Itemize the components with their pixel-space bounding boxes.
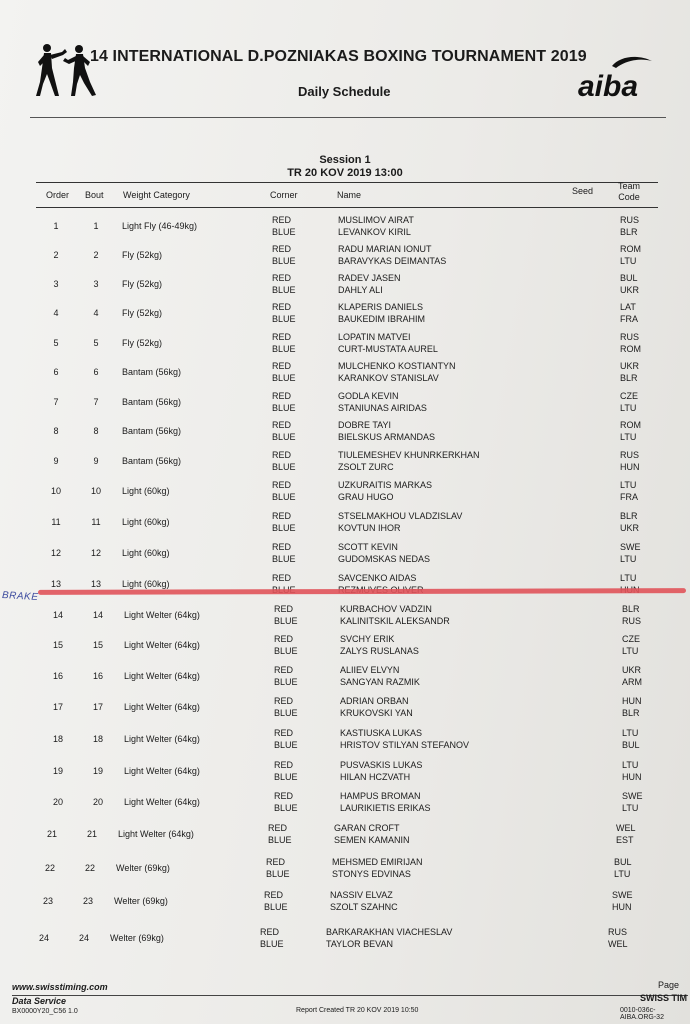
- corner-blue: BLUE: [272, 373, 296, 383]
- boxer-red-name: RADEV JASEN: [338, 273, 401, 283]
- tournament-title: 14 INTERNATIONAL D.POZNIAKAS BOXING TOURNAMENT 2019: [90, 48, 587, 65]
- corner-red: RED: [274, 728, 294, 738]
- col-header-team-line2: Code: [618, 192, 640, 202]
- bout-order: 17: [52, 702, 63, 712]
- team-code-blue: BLR: [620, 373, 638, 383]
- weight-category: Fly (52kg): [122, 308, 163, 318]
- team-code-red: RUS: [620, 215, 640, 225]
- corner-red: RED: [274, 665, 294, 675]
- bout-number: 13: [90, 579, 101, 589]
- corner-blue: BLUE: [274, 646, 298, 656]
- corner-red: RED: [272, 361, 292, 371]
- boxer-blue-name: KRUKOVSKI YAN: [340, 708, 413, 718]
- table-row: [0, 759, 690, 785]
- weight-category: Bantam (56kg): [122, 367, 182, 377]
- footer-company: SWISS TIM: [640, 993, 687, 1003]
- weight-category: Light (60kg): [122, 579, 170, 589]
- team-code-red: SWE: [612, 890, 633, 900]
- boxer-red-name: MULCHENKO KOSTIANTYN: [338, 361, 456, 371]
- corner-red: RED: [272, 215, 292, 225]
- team-code-red: ROM: [620, 244, 641, 254]
- weight-category: Light Welter (64kg): [124, 640, 200, 650]
- bout-order: 4: [53, 308, 59, 318]
- team-code-red: LTU: [620, 573, 637, 583]
- corner-red: RED: [274, 604, 294, 614]
- table-row: [0, 272, 690, 298]
- boxer-red-name: SVCHY ERIK: [340, 634, 395, 644]
- bout-number: 19: [92, 766, 103, 776]
- team-code-blue: HUN: [612, 902, 632, 912]
- footer-divider: [12, 995, 688, 996]
- bout-number: 21: [86, 829, 97, 839]
- corner-red: RED: [268, 823, 288, 833]
- boxer-blue-name: LEVANKOV KIRIL: [338, 227, 411, 237]
- table-row: [0, 856, 690, 882]
- bout-number: 11: [91, 517, 101, 527]
- col-header-corner: Corner: [270, 190, 298, 200]
- weight-category: Welter (69kg): [110, 933, 164, 943]
- col-header-order: Order: [46, 190, 70, 200]
- weight-category: Fly (52kg): [122, 279, 163, 289]
- page-subtitle: Daily Schedule: [298, 84, 391, 99]
- bout-number: 8: [93, 426, 99, 436]
- boxer-blue-name: STANIUNAS AIRIDAS: [338, 403, 427, 413]
- boxer-blue-name: KOVTUN IHOR: [338, 523, 401, 533]
- team-code-red: BLR: [620, 511, 638, 521]
- corner-blue: BLUE: [272, 256, 296, 266]
- weight-category: Welter (69kg): [116, 863, 170, 873]
- table-row: [0, 331, 690, 357]
- bout-number: 15: [92, 640, 103, 650]
- boxer-red-name: SAVCENKO AIDAS: [338, 573, 417, 583]
- corner-red: RED: [272, 573, 292, 583]
- corner-red: RED: [272, 273, 292, 283]
- table-row: [0, 419, 690, 445]
- team-code-blue: EST: [616, 835, 634, 845]
- corner-blue: BLUE: [272, 285, 296, 295]
- bout-order: 9: [53, 456, 59, 466]
- bout-order: 21: [46, 829, 57, 839]
- boxer-red-name: DOBRE TAYI: [338, 420, 392, 430]
- corner-blue: BLUE: [268, 835, 292, 845]
- boxer-red-name: KASTIUSKA LUKAS: [340, 728, 423, 738]
- corner-blue: BLUE: [264, 902, 288, 912]
- table-row: [0, 449, 690, 475]
- table-row: [0, 664, 690, 690]
- team-code-red: SWE: [620, 542, 641, 552]
- boxer-blue-name: STONYS EDVINAS: [332, 869, 411, 879]
- team-code-blue: ROM: [620, 344, 641, 354]
- footer-doc-code: BX0000Y20_C56 1.0: [12, 1008, 78, 1015]
- corner-blue: BLUE: [274, 708, 298, 718]
- boxer-blue-name: SZOLT SZAHNC: [330, 902, 398, 912]
- corner-red: RED: [272, 450, 292, 460]
- weight-category: Fly (52kg): [122, 250, 163, 260]
- table-row: [0, 243, 690, 269]
- aiba-logo: [572, 52, 662, 102]
- table-row: [0, 926, 690, 952]
- boxer-blue-name: BAUKEDIM IBRAHIM: [338, 314, 426, 324]
- table-row: [0, 790, 690, 816]
- bout-order: 11: [51, 517, 61, 527]
- bout-order: 19: [52, 766, 63, 776]
- team-code-blue: ARM: [622, 677, 642, 687]
- corner-blue: BLUE: [266, 869, 290, 879]
- team-code-blue: UKR: [620, 285, 640, 295]
- corner-blue: BLUE: [272, 492, 296, 502]
- boxer-red-name: RADU MARIAN IONUT: [338, 244, 432, 254]
- bout-number: 14: [92, 610, 103, 620]
- weight-category: Welter (69kg): [114, 896, 168, 906]
- weight-category: Light Welter (64kg): [124, 766, 200, 776]
- corner-blue: BLUE: [272, 314, 296, 324]
- corner-blue: BLUE: [272, 432, 296, 442]
- table-row: [0, 727, 690, 753]
- header-divider: [30, 117, 666, 118]
- table-row: [0, 889, 690, 915]
- corner-red: RED: [264, 890, 284, 900]
- corner-red: RED: [274, 791, 294, 801]
- bout-number: 16: [92, 671, 103, 681]
- bout-number: 3: [93, 279, 99, 289]
- corner-blue: BLUE: [274, 616, 298, 626]
- team-code-blue: FRA: [620, 314, 638, 324]
- team-code-blue: LTU: [620, 256, 637, 266]
- weight-category: Bantam (56kg): [122, 426, 182, 436]
- team-code-blue: LTU: [622, 646, 639, 656]
- corner-red: RED: [272, 302, 292, 312]
- bout-number: 23: [82, 896, 93, 906]
- table-row: [0, 390, 690, 416]
- corner-blue: BLUE: [260, 939, 284, 949]
- team-code-blue: HUN: [622, 772, 642, 782]
- team-code-blue: RUS: [622, 616, 642, 626]
- bout-order: 12: [50, 548, 61, 558]
- bout-number: 9: [93, 456, 99, 466]
- boxer-blue-name: HILAN HCZVATH: [340, 772, 411, 782]
- boxer-blue-name: LAURIKIETIS ERIKAS: [340, 803, 431, 813]
- corner-red: RED: [260, 927, 280, 937]
- table-row: [0, 510, 690, 536]
- corner-red: RED: [272, 511, 292, 521]
- bout-number: 1: [93, 221, 99, 231]
- boxer-red-name: KLAPERIS DANIELS: [338, 302, 424, 312]
- boxer-blue-name: ZSOLT ZURC: [338, 462, 394, 472]
- bout-order: 22: [44, 863, 55, 873]
- corner-red: RED: [272, 542, 292, 552]
- team-code-red: RUS: [608, 927, 628, 937]
- table-row: [0, 360, 690, 386]
- team-code-red: WEL: [616, 823, 636, 833]
- team-code-blue: LTU: [620, 432, 637, 442]
- bout-order: 1: [53, 221, 59, 231]
- weight-category: Light Welter (64kg): [118, 829, 194, 839]
- team-code-red: BUL: [620, 273, 638, 283]
- session-name: Session 1: [319, 154, 371, 166]
- col-header-name: Name: [337, 190, 362, 200]
- footer-service: Data Service: [12, 996, 67, 1006]
- weight-category: Fly (52kg): [122, 338, 163, 348]
- table-row: [0, 822, 690, 848]
- table-row: [0, 301, 690, 327]
- col-header-team: [614, 181, 644, 203]
- boxer-red-name: GODLA KEVIN: [338, 391, 399, 401]
- team-code-red: HUN: [622, 696, 642, 706]
- boxer-red-name: HAMPUS BROMAN: [340, 791, 421, 801]
- bout-number: 12: [90, 548, 101, 558]
- boxer-red-name: MEHSMED EMIRIJAN: [332, 857, 423, 867]
- bout-number: 4: [93, 308, 99, 318]
- boxer-red-name: NASSIV ELVAZ: [330, 890, 393, 900]
- corner-blue: BLUE: [274, 677, 298, 687]
- footer-page: Page: [658, 980, 680, 990]
- bout-number: 24: [78, 933, 89, 943]
- boxer-red-name: KURBACHOV VADZIN: [340, 604, 432, 614]
- weight-category: Light Welter (64kg): [124, 671, 200, 681]
- weight-category: Light Welter (64kg): [124, 797, 200, 807]
- team-code-blue: BLR: [622, 708, 640, 718]
- corner-blue: BLUE: [274, 803, 298, 813]
- corner-blue: BLUE: [272, 344, 296, 354]
- corner-blue: BLUE: [272, 403, 296, 413]
- team-code-red: UKR: [620, 361, 640, 371]
- team-code-red: BLR: [622, 604, 640, 614]
- corner-blue: BLUE: [274, 740, 298, 750]
- team-code-blue: LTU: [620, 554, 637, 564]
- corner-red: RED: [274, 634, 294, 644]
- team-code-red: UKR: [622, 665, 642, 675]
- team-code-red: LTU: [620, 480, 637, 490]
- boxer-red-name: GARAN CROFT: [334, 823, 400, 833]
- boxer-blue-name: ZALYS RUSLANAS: [340, 646, 419, 656]
- corner-red: RED: [272, 332, 292, 342]
- weight-category: Light Welter (64kg): [124, 734, 200, 744]
- team-code-red: SWE: [622, 791, 643, 801]
- bout-order: 7: [53, 397, 59, 407]
- boxer-blue-name: BARAVYKAS DEIMANTAS: [338, 256, 447, 266]
- boxer-blue-name: SEMEN KAMANIN: [334, 835, 410, 845]
- team-code-red: RUS: [620, 332, 640, 342]
- corner-blue: BLUE: [272, 523, 296, 533]
- team-code-blue: UKR: [620, 523, 640, 533]
- bout-order: 20: [52, 797, 63, 807]
- col-header-weight: Weight Category: [123, 190, 190, 200]
- bout-order: 24: [38, 933, 49, 943]
- bout-order: 13: [50, 579, 61, 589]
- team-code-blue: HUN: [620, 462, 640, 472]
- boxer-red-name: PUSVASKIS LUKAS: [340, 760, 423, 770]
- col-header-team-line1: Team: [617, 181, 640, 191]
- boxer-red-name: ALIIEV ELVYN: [340, 665, 400, 675]
- bout-order: 6: [53, 367, 59, 377]
- bout-order: 5: [53, 338, 59, 348]
- team-code-red: CZE: [622, 634, 640, 644]
- footer-url: www.swisstiming.com: [12, 982, 108, 992]
- corner-blue: BLUE: [274, 772, 298, 782]
- corner-red: RED: [274, 760, 294, 770]
- boxer-red-name: ADRIAN ORBAN: [340, 696, 409, 706]
- weight-category: Bantam (56kg): [122, 456, 182, 466]
- weight-category: Light Fly (46-49kg): [122, 221, 198, 231]
- corner-red: RED: [274, 696, 294, 706]
- bout-number: 2: [93, 250, 99, 260]
- bout-order: 3: [53, 279, 59, 289]
- session-datetime: TR 20 KOV 2019 13:00: [287, 167, 403, 179]
- handwritten-note: BRAKE: [1, 590, 39, 603]
- team-code-blue: BLR: [620, 227, 638, 237]
- corner-red: RED: [272, 391, 292, 401]
- team-code-blue: LTU: [614, 869, 631, 879]
- col-header-seed: Seed: [572, 186, 594, 196]
- aiba-logo-text: aiba: [578, 70, 639, 102]
- boxer-blue-name: GRAU HUGO: [338, 492, 394, 502]
- team-code-red: LAT: [620, 302, 636, 312]
- bout-order: 23: [42, 896, 53, 906]
- team-code-red: ROM: [620, 420, 641, 430]
- bout-order: 10: [50, 486, 61, 496]
- boxer-blue-name: BIELSKUS ARMANDAS: [338, 432, 436, 442]
- table-row: [0, 214, 690, 240]
- bout-order: 2: [53, 250, 59, 260]
- team-code-blue: FRA: [620, 492, 638, 502]
- table-row: [0, 603, 690, 629]
- weight-category: Light Welter (64kg): [124, 610, 200, 620]
- footer-report-created: Report Created TR 20 KOV 2019 10:50: [296, 1007, 419, 1014]
- boxer-blue-name: KALINITSKIL ALEKSANDR: [340, 616, 450, 626]
- table-row: [0, 479, 690, 505]
- bout-number: 5: [93, 338, 99, 348]
- team-code-red: CZE: [620, 391, 638, 401]
- boxer-red-name: BARKARAKHAN VIACHESLAV: [326, 927, 453, 937]
- team-code-blue: LTU: [622, 803, 639, 813]
- boxer-blue-name: GUDOMSKAS NEDAS: [338, 554, 431, 564]
- weight-category: Bantam (56kg): [122, 397, 182, 407]
- table-row: [0, 633, 690, 659]
- team-code-blue: LTU: [620, 403, 637, 413]
- boxer-blue-name: TAYLOR BEVAN: [326, 939, 394, 949]
- boxer-blue-name: HRISTOV STILYAN STEFANOV: [340, 740, 470, 750]
- bout-number: 18: [92, 734, 103, 744]
- corner-blue: BLUE: [272, 227, 296, 237]
- corner-red: RED: [272, 420, 292, 430]
- table-row: [0, 695, 690, 721]
- corner-red: RED: [272, 244, 292, 254]
- boxer-red-name: STSELMAKHOU VLADZISLAV: [338, 511, 463, 521]
- bout-number: 22: [84, 863, 95, 873]
- boxer-red-name: MUSLIMOV AIRAT: [338, 215, 414, 225]
- boxer-red-name: UZKURAITIS MARKAS: [338, 480, 433, 490]
- weight-category: Light (60kg): [122, 486, 170, 496]
- boxer-blue-name: KARANKOV STANISLAV: [338, 373, 439, 383]
- col-header-bout: Bout: [85, 190, 104, 200]
- team-code-red: LTU: [622, 760, 639, 770]
- team-code-red: BUL: [614, 857, 632, 867]
- weight-category: Light Welter (64kg): [124, 702, 200, 712]
- footer-code: 0010-036c-AIBA.ORG-32: [620, 1007, 664, 1021]
- bout-order: 15: [52, 640, 63, 650]
- bout-order: 18: [52, 734, 63, 744]
- bout-number: 10: [90, 486, 101, 496]
- boxer-blue-name: DAHLY ALI: [338, 285, 383, 295]
- corner-red: RED: [272, 480, 292, 490]
- bout-number: 20: [92, 797, 103, 807]
- bout-number: 17: [92, 702, 103, 712]
- bout-order: 8: [53, 426, 59, 436]
- boxer-red-name: SCOTT KEVIN: [338, 542, 398, 552]
- team-code-red: LTU: [622, 728, 639, 738]
- table-row: [0, 541, 690, 567]
- bout-order: 16: [52, 671, 63, 681]
- boxer-blue-name: CURT-MUSTATA AUREL: [338, 344, 438, 354]
- corner-blue: BLUE: [272, 462, 296, 472]
- boxer-red-name: TIULEMESHEV KHUNRKERKHAN: [338, 450, 480, 460]
- boxer-blue-name: SANGYAN RAZMIK: [340, 677, 420, 687]
- weight-category: Light (60kg): [122, 548, 170, 558]
- bout-number: 6: [93, 367, 99, 377]
- bout-order: 14: [52, 610, 63, 620]
- team-code-blue: BUL: [622, 740, 640, 750]
- weight-category: Light (60kg): [122, 517, 170, 527]
- corner-blue: BLUE: [272, 554, 296, 564]
- team-code-blue: WEL: [608, 939, 628, 949]
- corner-red: RED: [266, 857, 286, 867]
- team-code-red: RUS: [620, 450, 640, 460]
- boxer-red-name: LOPATIN MATVEI: [338, 332, 411, 342]
- bout-number: 7: [93, 397, 99, 407]
